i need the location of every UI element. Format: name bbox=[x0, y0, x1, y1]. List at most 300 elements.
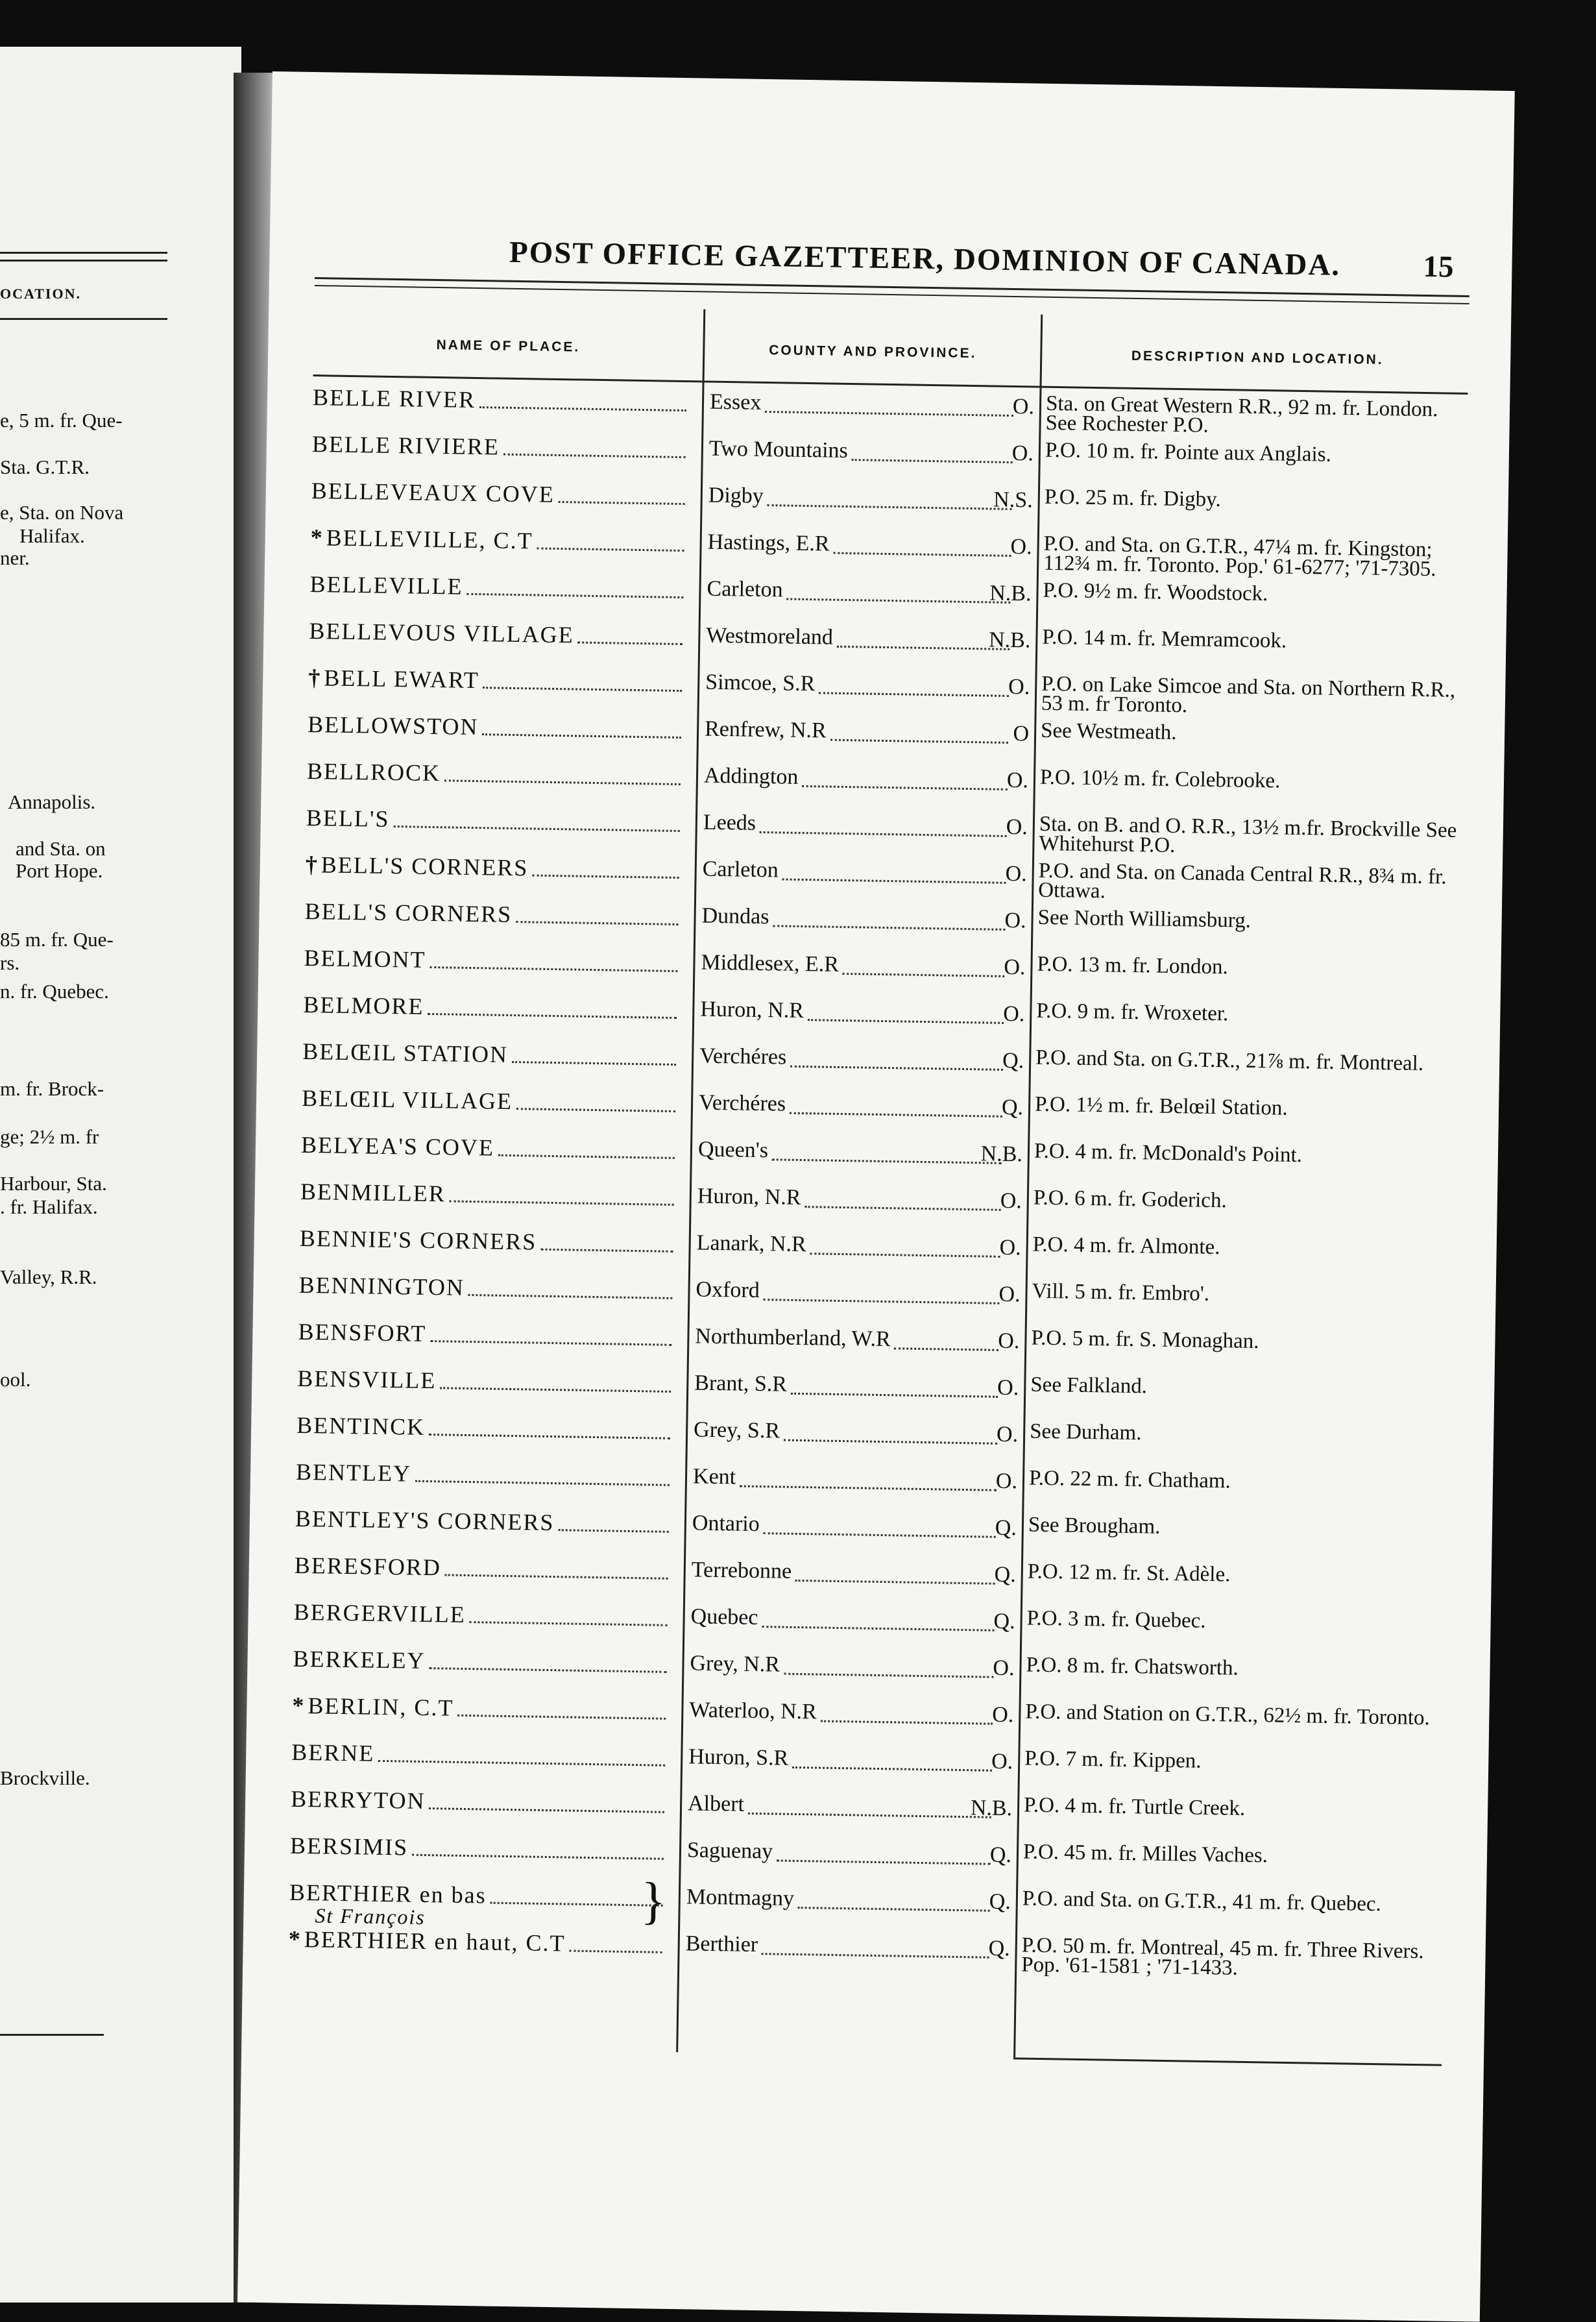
description: P.O. 10 m. fr. Pointe aux Anglais. bbox=[1045, 438, 1332, 467]
description: P.O. 9½ m. fr. Woodstock. bbox=[1043, 578, 1268, 606]
leader-dots bbox=[559, 501, 685, 505]
description: P.O. 6 m. fr. Goderich. bbox=[1033, 1186, 1227, 1213]
leader-dots bbox=[503, 454, 686, 458]
county-cell bbox=[692, 1458, 1017, 1509]
county-name: Addington bbox=[703, 763, 799, 789]
place-name-cell bbox=[305, 844, 687, 897]
description: See Durham. bbox=[1029, 1419, 1142, 1445]
leader-dots bbox=[790, 1066, 1003, 1071]
leader-dots bbox=[429, 1807, 664, 1813]
place-name-cell bbox=[289, 1826, 671, 1878]
divider bbox=[0, 318, 167, 320]
county-cell bbox=[686, 1831, 1011, 1883]
province: O. bbox=[993, 1656, 1015, 1681]
description: P.O. 12 m. fr. St. Adèle. bbox=[1027, 1559, 1231, 1587]
description: Sta. on Great Western R.R., 92 m. fr. London. See Rochester P.O. bbox=[1045, 391, 1438, 437]
entry-mark: * bbox=[288, 1925, 302, 1953]
description: See Westmeath. bbox=[1040, 718, 1177, 745]
place-name-cell bbox=[309, 611, 691, 663]
leader-dots bbox=[512, 1061, 676, 1066]
place-name-cell bbox=[296, 1405, 679, 1458]
left-fragment-line: e, Sta. on Nova bbox=[0, 501, 124, 524]
place-name-cell bbox=[291, 1779, 673, 1831]
place-name-cell bbox=[306, 751, 688, 803]
province: Q. bbox=[994, 1562, 1017, 1587]
description: P.O. 3 m. fr. Quebec. bbox=[1026, 1606, 1206, 1633]
county-cell bbox=[698, 1084, 1023, 1136]
description: See North Williamsburg. bbox=[1037, 905, 1251, 933]
place-name-cell bbox=[299, 1218, 681, 1271]
leader-dots bbox=[802, 785, 1008, 790]
left-fragment-line: . fr. Halifax. bbox=[0, 1195, 98, 1218]
province: Q. bbox=[1002, 1048, 1024, 1073]
leader-dots bbox=[798, 1907, 990, 1912]
gazetteer-page bbox=[237, 71, 1515, 2322]
county-name: Waterloo, N.R bbox=[689, 1698, 817, 1724]
place-name: BERLIN, C.T bbox=[308, 1693, 454, 1721]
province: Q. bbox=[989, 1842, 1012, 1868]
county-name: Middlesex, E.R bbox=[701, 950, 840, 977]
county-name: Dundas bbox=[701, 903, 769, 929]
leader-dots bbox=[842, 973, 1004, 977]
place-name: BELL'S bbox=[306, 804, 390, 832]
place-name: BERTHIER en bas bbox=[289, 1879, 487, 1909]
left-fragment-line: and Sta. on bbox=[16, 837, 106, 860]
county-cell bbox=[703, 804, 1028, 856]
county-name: Terrebonne bbox=[691, 1558, 792, 1583]
county-name: Westmoreland bbox=[706, 623, 834, 650]
place-name: BELL EWART bbox=[324, 665, 480, 694]
leader-dots bbox=[760, 831, 1007, 837]
county-cell bbox=[706, 617, 1031, 669]
leader-dots bbox=[837, 646, 1010, 650]
place-name: BERGERVILLE bbox=[293, 1598, 466, 1628]
leader-dots bbox=[490, 1902, 663, 1907]
leader-dots bbox=[394, 825, 680, 832]
place-name-cell bbox=[308, 657, 690, 710]
place-name: BENTLEY'S CORNERS bbox=[295, 1505, 555, 1536]
leader-dots bbox=[791, 1393, 998, 1398]
description: P.O. 5 m. fr. S. Monaghan. bbox=[1031, 1326, 1259, 1354]
leader-dots bbox=[429, 1667, 666, 1673]
place-name: BELLEVILLE, C.T bbox=[326, 524, 533, 554]
county-cell bbox=[697, 1178, 1022, 1230]
province: N.B. bbox=[989, 581, 1032, 606]
province: Q. bbox=[989, 1889, 1011, 1914]
province: O. bbox=[1002, 1001, 1025, 1027]
place-name-cell bbox=[300, 1171, 682, 1224]
province: N.B. bbox=[980, 1142, 1023, 1167]
county-name: Carleton bbox=[702, 857, 779, 883]
place-name-cell bbox=[288, 1919, 670, 1972]
left-fragment-line: ool. bbox=[0, 1368, 31, 1391]
county-cell bbox=[707, 524, 1032, 576]
left-fragment-line: ner. bbox=[0, 546, 30, 569]
county-name: Huron, N.R bbox=[697, 1184, 801, 1210]
entry-mark: † bbox=[305, 851, 319, 878]
description: P.O. and Sta. on G.T.R., 21⅞ m. fr. Montreal. bbox=[1035, 1045, 1424, 1076]
place-name: BELLE RIVIERE bbox=[311, 431, 500, 460]
province: O bbox=[1013, 722, 1030, 746]
left-fragment-line: m. fr. Brock- bbox=[0, 1077, 104, 1100]
leader-dots bbox=[498, 1155, 675, 1159]
province: Q. bbox=[993, 1609, 1015, 1634]
leader-dots bbox=[786, 598, 1010, 604]
leader-dots bbox=[762, 1953, 989, 1959]
county-name: Renfrew, N.R bbox=[704, 716, 827, 743]
province: O. bbox=[998, 1282, 1021, 1307]
province: O. bbox=[1005, 861, 1028, 886]
place-name-cell bbox=[298, 1312, 680, 1364]
leader-dots bbox=[378, 1760, 665, 1766]
county-cell bbox=[704, 711, 1029, 763]
province: O. bbox=[998, 1328, 1020, 1354]
county-cell bbox=[694, 1364, 1019, 1416]
leader-dots bbox=[772, 1158, 1002, 1164]
county-cell bbox=[686, 1878, 1011, 1930]
county-cell bbox=[703, 757, 1028, 809]
county-name: Berthier bbox=[685, 1931, 758, 1957]
county-cell bbox=[692, 1504, 1017, 1556]
county-name: Two Mountains bbox=[708, 436, 849, 463]
entry-mark: * bbox=[310, 524, 324, 551]
description: P.O. 1½ m. fr. Belœil Station. bbox=[1034, 1092, 1288, 1120]
county-name: Simcoe, S.R bbox=[705, 670, 816, 696]
leader-dots bbox=[428, 1013, 677, 1019]
leader-dots bbox=[429, 966, 677, 972]
county-cell bbox=[699, 1038, 1024, 1090]
column-header-name: NAME OF PLACE. bbox=[436, 337, 581, 355]
province: O. bbox=[1006, 768, 1029, 793]
leader-dots bbox=[570, 1950, 662, 1953]
page-number: 15 bbox=[1423, 249, 1454, 284]
place-name-cell bbox=[310, 517, 692, 570]
place-name: BELL'S CORNERS bbox=[320, 851, 529, 881]
left-fragment-line: rs. bbox=[0, 951, 20, 974]
left-fragment-line: Annapolis. bbox=[8, 790, 96, 813]
place-name-cell bbox=[308, 704, 690, 757]
left-column-header: OCATION. bbox=[0, 286, 81, 302]
county-cell bbox=[697, 1131, 1022, 1183]
place-name-cell bbox=[302, 1031, 684, 1084]
place-name: BENNIE'S CORNERS bbox=[299, 1225, 537, 1255]
county-name: Essex bbox=[709, 389, 762, 415]
province: Q. bbox=[995, 1515, 1017, 1541]
place-name-cell bbox=[302, 1078, 684, 1130]
county-cell bbox=[688, 1738, 1013, 1790]
province: O. bbox=[1000, 1188, 1022, 1214]
description: P.O. 45 m. fr. Milles Vaches. bbox=[1022, 1840, 1268, 1868]
place-name-cell bbox=[312, 377, 694, 430]
place-name: BERESFORD bbox=[294, 1552, 442, 1581]
leader-dots bbox=[537, 547, 684, 552]
place-name: BELMORE bbox=[303, 991, 424, 1020]
entry-mark: † bbox=[308, 664, 322, 691]
place-subname: St François bbox=[315, 1903, 426, 1929]
description: P.O. 4 m. fr. Turtle Creek. bbox=[1023, 1793, 1246, 1820]
county-cell bbox=[685, 1925, 1010, 1977]
county-cell bbox=[707, 570, 1032, 622]
province: N.B. bbox=[970, 1796, 1013, 1821]
county-name: Oxford bbox=[695, 1277, 760, 1303]
county-cell bbox=[695, 1317, 1020, 1369]
previous-page-fragment bbox=[0, 47, 241, 2303]
province: O. bbox=[999, 1235, 1021, 1260]
place-name-cell bbox=[295, 1498, 677, 1551]
leader-dots bbox=[440, 1387, 671, 1393]
place-name-cell bbox=[309, 564, 692, 617]
county-name: Queen's bbox=[697, 1137, 769, 1163]
county-cell bbox=[702, 851, 1027, 903]
description: P.O. and Station on G.T.R., 62½ m. fr. Toronto. bbox=[1025, 1700, 1431, 1730]
description: Vill. 5 m. fr. Embro'. bbox=[1032, 1279, 1210, 1306]
leader-dots bbox=[784, 1673, 993, 1678]
province: O. bbox=[1010, 534, 1032, 559]
county-cell bbox=[700, 991, 1025, 1043]
footer-rule bbox=[1013, 2057, 1442, 2066]
place-name: BELLEVEAUX COVE bbox=[311, 478, 555, 507]
leader-dots bbox=[852, 459, 1013, 463]
county-cell bbox=[705, 664, 1030, 716]
place-name-cell bbox=[311, 471, 693, 523]
province: O. bbox=[995, 1469, 1018, 1494]
county-name: Verchéres bbox=[698, 1090, 786, 1116]
leader-dots bbox=[795, 1580, 995, 1585]
description: See Falkland. bbox=[1030, 1373, 1148, 1399]
leader-dots bbox=[765, 411, 1013, 417]
place-name: BELLOWSTON bbox=[307, 711, 479, 740]
county-name: Lanark, N.R bbox=[696, 1230, 807, 1257]
place-name: BELYEA'S COVE bbox=[300, 1131, 495, 1161]
leader-dots bbox=[559, 1529, 669, 1533]
leader-dots bbox=[777, 1860, 991, 1865]
leader-dots bbox=[773, 925, 1005, 931]
column-header-description: DESCRIPTION AND LOCATION. bbox=[1131, 348, 1384, 367]
county-cell bbox=[691, 1551, 1016, 1603]
place-name-cell bbox=[292, 1685, 674, 1738]
leader-dots bbox=[805, 1206, 1001, 1211]
leader-dots bbox=[415, 1480, 670, 1486]
leader-dots bbox=[763, 1299, 999, 1304]
county-cell bbox=[690, 1598, 1015, 1650]
description: See Brougham. bbox=[1028, 1513, 1161, 1539]
leader-dots bbox=[412, 1854, 664, 1860]
leader-dots bbox=[445, 1574, 668, 1579]
province: O. bbox=[1011, 441, 1034, 466]
place-name-cell bbox=[291, 1732, 673, 1785]
leader-dots bbox=[740, 1485, 997, 1491]
place-name: BELŒIL STATION bbox=[302, 1038, 509, 1068]
place-name: BELLEVOUS VILLAGE bbox=[309, 617, 575, 648]
description: P.O. 13 m. fr. London. bbox=[1037, 952, 1229, 979]
description: P.O. 8 m. fr. Chatsworth. bbox=[1026, 1653, 1239, 1680]
county-name: Montmagny bbox=[686, 1885, 795, 1911]
left-fragment-line: Harbour, Sta. bbox=[0, 1172, 107, 1195]
leader-dots bbox=[541, 1249, 673, 1253]
leader-dots bbox=[450, 1200, 674, 1205]
province: O. bbox=[996, 1422, 1019, 1447]
place-name-cell bbox=[304, 938, 686, 990]
province: O. bbox=[997, 1375, 1019, 1400]
left-fragment-line: ge; 2½ m. fr bbox=[0, 1125, 99, 1148]
county-name: Albert bbox=[687, 1791, 745, 1816]
left-fragment-line: 85 m. fr. Que- bbox=[0, 928, 114, 951]
leader-dots bbox=[533, 874, 679, 879]
leader-dots bbox=[457, 1715, 666, 1720]
county-cell bbox=[701, 944, 1026, 996]
county-name: Digby bbox=[708, 483, 764, 508]
left-fragment-line: n. fr. Quebec. bbox=[0, 980, 109, 1003]
province: N.B. bbox=[988, 628, 1031, 653]
county-cell bbox=[696, 1224, 1021, 1276]
place-name-cell bbox=[306, 798, 688, 850]
county-name: Brant, S.R bbox=[694, 1371, 788, 1397]
column-header-county: COUNTY AND PROVINCE. bbox=[769, 343, 977, 361]
brace-glyph: } bbox=[640, 1872, 668, 1930]
leader-dots bbox=[444, 779, 681, 785]
left-fragment-line: Valley, R.R. bbox=[0, 1265, 97, 1288]
description: P.O. 4 m. fr. Almonte. bbox=[1032, 1232, 1220, 1260]
county-name: Saguenay bbox=[686, 1838, 773, 1864]
leader-dots bbox=[768, 504, 1012, 510]
place-name: BERNE bbox=[291, 1739, 375, 1766]
place-name: BELL'S CORNERS bbox=[304, 898, 513, 927]
place-name: BENNINGTON bbox=[298, 1271, 465, 1301]
leader-dots bbox=[808, 1019, 1004, 1024]
left-fragment-line: Halifax. bbox=[19, 524, 85, 547]
county-name: Northumberland, W.R bbox=[695, 1324, 891, 1352]
description: P.O. 50 m. fr. Montreal, 45 m. fr. Three Rivers. Pop. '61-1581 ; '71-1433. bbox=[1021, 1933, 1424, 1980]
place-name: BENMILLER bbox=[300, 1178, 446, 1207]
leader-dots bbox=[483, 687, 682, 692]
county-name: Huron, N.R bbox=[700, 997, 804, 1023]
leader-dots bbox=[516, 921, 678, 925]
place-name-cell bbox=[304, 891, 686, 944]
place-name-cell bbox=[293, 1592, 675, 1644]
divider bbox=[0, 2034, 104, 2036]
county-cell bbox=[708, 430, 1034, 482]
province: O. bbox=[1006, 814, 1028, 840]
leader-dots bbox=[894, 1347, 998, 1351]
leader-dots bbox=[821, 1720, 993, 1725]
province: Q. bbox=[988, 1936, 1010, 1961]
place-name: BERRYTON bbox=[290, 1785, 426, 1815]
left-fragment-line: Port Hope. bbox=[16, 859, 103, 882]
left-fragment-line: Sta. G.T.R. bbox=[0, 456, 90, 478]
county-cell bbox=[701, 898, 1026, 949]
left-fragment-line: Brockville. bbox=[0, 1766, 90, 1789]
place-name: BELLE RIVER bbox=[312, 384, 476, 413]
description: P.O. 9 m. fr. Wroxeter. bbox=[1036, 999, 1229, 1026]
leader-dots bbox=[429, 1434, 670, 1439]
place-name: BERKELEY bbox=[293, 1645, 426, 1674]
place-name-cell bbox=[303, 984, 685, 1037]
county-name: Grey, S.R bbox=[693, 1417, 780, 1443]
place-name-cell bbox=[300, 1125, 683, 1177]
county-name: Kent bbox=[692, 1464, 736, 1489]
county-name: Carleton bbox=[707, 576, 783, 602]
leader-dots bbox=[762, 1626, 994, 1632]
description: P.O. 14 m. fr. Memramcook. bbox=[1042, 625, 1287, 653]
county-name: Quebec bbox=[690, 1604, 758, 1630]
county-cell bbox=[695, 1271, 1021, 1323]
leader-dots bbox=[577, 641, 683, 645]
county-cell bbox=[694, 1411, 1019, 1463]
description: P.O. 10½ m. fr. Colebrooke. bbox=[1039, 765, 1281, 793]
place-name-cell bbox=[294, 1545, 676, 1598]
leader-dots bbox=[479, 406, 686, 411]
description: P.O. 4 m. fr. McDonald's Point. bbox=[1034, 1139, 1303, 1167]
place-name: BELŒIL VILLAGE bbox=[301, 1084, 513, 1115]
leader-dots bbox=[469, 1621, 667, 1626]
province: O. bbox=[1004, 955, 1026, 980]
description: P.O. 7 m. fr. Kippen. bbox=[1024, 1746, 1202, 1773]
leader-dots bbox=[430, 1340, 671, 1346]
leader-dots bbox=[830, 739, 1008, 744]
province: O. bbox=[992, 1702, 1014, 1728]
place-name: BELMONT bbox=[304, 944, 426, 973]
description: P.O. 25 m. fr. Digby. bbox=[1044, 485, 1222, 512]
divider bbox=[0, 252, 167, 254]
county-name: Ontario bbox=[692, 1511, 760, 1537]
leader-dots bbox=[790, 1112, 1002, 1118]
province: O. bbox=[1012, 394, 1035, 419]
province: N.S. bbox=[993, 487, 1034, 513]
place-name: BENSFORT bbox=[298, 1318, 427, 1347]
place-name-cell bbox=[311, 424, 694, 476]
entry-mark: * bbox=[292, 1692, 306, 1719]
description: Sta. on B. and O. R.R., 13½ m.fr. Brockville See Whitehurst P.O. bbox=[1039, 812, 1457, 857]
leader-dots bbox=[466, 593, 683, 598]
county-cell bbox=[689, 1691, 1014, 1743]
leader-dots bbox=[810, 1253, 1000, 1258]
place-name: BERTHIER en haut, C.T bbox=[304, 1926, 566, 1957]
place-name-cell bbox=[289, 1872, 671, 1930]
place-name: BENSVILLE bbox=[297, 1365, 437, 1394]
place-name-cell bbox=[295, 1452, 677, 1504]
leader-dots bbox=[482, 733, 681, 739]
leader-dots bbox=[784, 1439, 997, 1445]
place-name-cell bbox=[293, 1639, 675, 1691]
county-cell bbox=[708, 477, 1033, 529]
leader-dots bbox=[819, 692, 1009, 697]
leader-dots bbox=[782, 878, 1006, 883]
left-fragment-line: e, 5 m. fr. Que- bbox=[0, 409, 123, 432]
divider bbox=[0, 260, 167, 262]
description: P.O. and Sta. on Canada Central R.R., 8¾ m. fr. Ottawa. bbox=[1038, 859, 1447, 903]
county-name: Huron, S.R bbox=[688, 1744, 789, 1770]
province: O. bbox=[1004, 908, 1026, 933]
place-name: BENTINCK bbox=[296, 1412, 426, 1440]
county-name: Leeds bbox=[703, 810, 756, 835]
province: Q. bbox=[1001, 1095, 1024, 1120]
leader-dots bbox=[468, 1294, 672, 1299]
leader-dots bbox=[764, 1532, 996, 1538]
county-cell bbox=[687, 1785, 1012, 1837]
leader-dots bbox=[833, 552, 1011, 557]
place-name: BELLEVILLE bbox=[309, 571, 463, 600]
place-name: BERSIMIS bbox=[289, 1832, 409, 1861]
province: O. bbox=[991, 1749, 1013, 1774]
running-title: POST OFFICE GAZETTEER, DOMINION OF CANADA. bbox=[509, 235, 1341, 282]
province: O. bbox=[1008, 674, 1030, 700]
place-name-cell bbox=[298, 1265, 681, 1317]
leader-dots bbox=[748, 1813, 991, 1818]
place-name: BENTLEY bbox=[295, 1458, 412, 1487]
description: P.O. and Sta. on G.T.R., 47¼ m. fr. Kingston; 112¾ m. fr. Toronto. Pop.' 61-6277; '71-7305. bbox=[1043, 532, 1436, 581]
description: P.O. 22 m. fr. Chatham. bbox=[1028, 1466, 1231, 1493]
county-cell bbox=[690, 1644, 1015, 1696]
